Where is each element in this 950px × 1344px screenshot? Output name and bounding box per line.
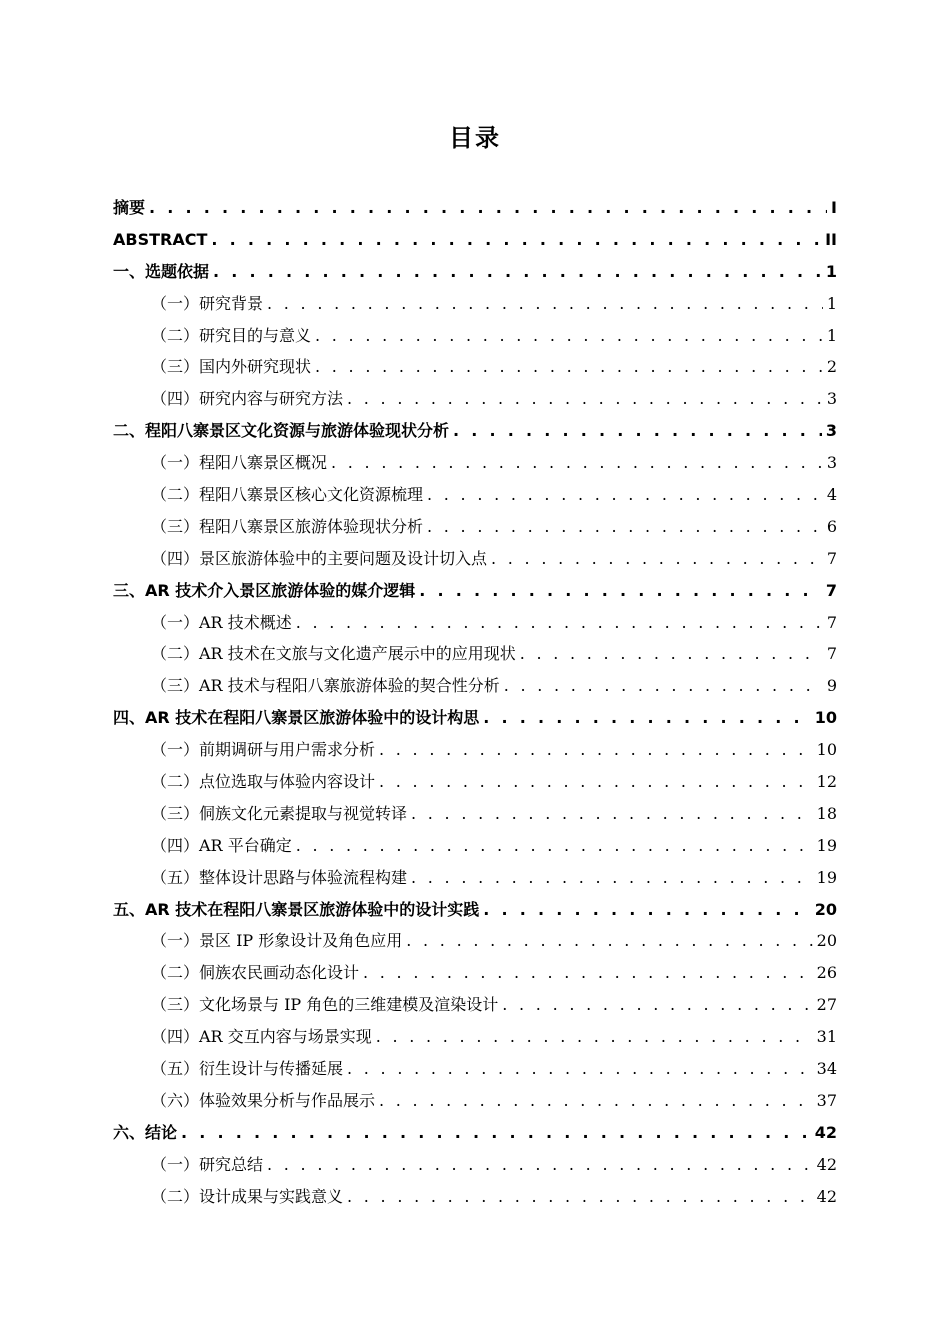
toc-entry-label: 三、AR 技术介入景区旅游体验的媒介逻辑 xyxy=(113,580,416,600)
toc-chapter-entry[interactable] xyxy=(113,192,837,224)
toc-entry-label: （三）文化场景与 IP 角色的三维建模及渲染设计 xyxy=(151,995,499,1015)
toc-entry-label: 二、程阳八寨景区文化资源与旅游体验现状分析 xyxy=(113,421,450,441)
toc-section-entry[interactable] xyxy=(113,1181,837,1213)
toc-dot-leader xyxy=(483,702,810,734)
toc-dot-leader xyxy=(363,957,813,989)
toc-entry-page-number: 1 xyxy=(826,325,837,345)
toc-entry-page-number: 2 xyxy=(826,357,837,377)
toc-entry-label: （四）景区旅游体验中的主要问题及设计切入点 xyxy=(151,548,488,568)
table-of-contents xyxy=(113,192,837,1213)
toc-section-entry[interactable] xyxy=(113,830,837,862)
toc-dot-leader xyxy=(427,479,823,511)
toc-entry-page-number: 3 xyxy=(825,421,837,441)
toc-entry-label: （二）研究目的与意义 xyxy=(151,325,312,345)
toc-entry-page-number: 20 xyxy=(816,931,837,951)
toc-entry-page-number: 20 xyxy=(814,899,837,919)
toc-chapter-entry[interactable] xyxy=(113,894,837,926)
toc-section-entry[interactable] xyxy=(113,447,837,479)
toc-dot-leader xyxy=(502,989,812,1021)
toc-entry-label: 四、AR 技术在程阳八寨景区旅游体验中的设计构思 xyxy=(113,708,480,728)
toc-dot-leader xyxy=(315,351,823,383)
toc-section-entry[interactable] xyxy=(113,1149,837,1181)
toc-chapter-entry[interactable] xyxy=(113,702,837,734)
toc-entry-page-number: 12 xyxy=(816,772,837,792)
toc-entry-page-number: 1 xyxy=(826,293,837,313)
toc-dot-leader xyxy=(419,575,822,607)
toc-chapter-entry[interactable] xyxy=(113,256,837,288)
toc-section-entry[interactable] xyxy=(113,925,837,957)
toc-entry-label: （一）研究背景 xyxy=(151,293,264,313)
toc-section-entry[interactable] xyxy=(113,766,837,798)
toc-entry-page-number: 37 xyxy=(816,1090,837,1110)
toc-entry-page-number: 42 xyxy=(814,1122,837,1142)
toc-entry-label: 六、结论 xyxy=(113,1122,178,1142)
toc-dot-leader xyxy=(267,1149,813,1181)
toc-entry-label: （四）研究内容与研究方法 xyxy=(151,389,344,409)
toc-dot-leader xyxy=(267,288,823,320)
toc-dot-leader xyxy=(520,638,823,670)
toc-entry-page-number: 7 xyxy=(825,580,837,600)
toc-section-entry[interactable] xyxy=(113,351,837,383)
toc-section-entry[interactable] xyxy=(113,734,837,766)
toc-entry-page-number: 19 xyxy=(816,867,837,887)
toc-dot-leader xyxy=(347,1181,813,1213)
toc-section-entry[interactable] xyxy=(113,638,837,670)
toc-dot-leader xyxy=(181,1117,811,1149)
toc-section-entry[interactable] xyxy=(113,957,837,989)
toc-section-entry[interactable] xyxy=(113,670,837,702)
toc-dot-leader xyxy=(347,1053,813,1085)
toc-section-entry[interactable] xyxy=(113,479,837,511)
toc-dot-leader xyxy=(347,383,823,415)
toc-entry-page-number: 9 xyxy=(826,676,837,696)
toc-dot-leader xyxy=(406,925,812,957)
toc-entry-label: （一）程阳八寨景区概况 xyxy=(151,453,328,473)
toc-section-entry[interactable] xyxy=(113,1053,837,1085)
toc-section-entry[interactable] xyxy=(113,383,837,415)
toc-entry-label: （三）程阳八寨景区旅游体验现状分析 xyxy=(151,516,424,536)
toc-entry-label: （三）AR 技术与程阳八寨旅游体验的契合性分析 xyxy=(151,676,500,696)
toc-dot-leader xyxy=(427,511,823,543)
toc-dot-leader xyxy=(296,830,813,862)
toc-entry-label: （六）体验效果分析与作品展示 xyxy=(151,1090,376,1110)
toc-section-entry[interactable] xyxy=(113,288,837,320)
toc-section-entry[interactable] xyxy=(113,543,837,575)
toc-entry-label: （五）整体设计思路与体验流程构建 xyxy=(151,867,408,887)
toc-entry-page-number: I xyxy=(831,198,837,217)
toc-chapter-entry[interactable] xyxy=(113,1117,837,1149)
toc-entry-page-number: 34 xyxy=(816,1059,837,1079)
toc-entry-page-number: 3 xyxy=(826,453,837,473)
toc-entry-label: （三）侗族文化元素提取与视觉转译 xyxy=(151,803,408,823)
toc-entry-label: （三）国内外研究现状 xyxy=(151,357,312,377)
toc-entry-page-number: 31 xyxy=(816,1027,837,1047)
toc-dot-leader xyxy=(211,224,821,256)
toc-dot-leader xyxy=(315,320,823,352)
toc-entry-label: （五）衍生设计与传播延展 xyxy=(151,1059,344,1079)
toc-section-entry[interactable] xyxy=(113,1021,837,1053)
toc-entry-page-number: 4 xyxy=(826,485,837,505)
toc-entry-label: （二）侗族农民画动态化设计 xyxy=(151,963,360,983)
toc-chapter-entry[interactable] xyxy=(113,575,837,607)
toc-entry-page-number: 26 xyxy=(816,963,837,983)
toc-section-entry[interactable] xyxy=(113,989,837,1021)
toc-entry-page-number: 7 xyxy=(826,644,837,664)
toc-entry-page-number: 27 xyxy=(816,995,837,1015)
toc-entry-label: （二）设计成果与实践意义 xyxy=(151,1186,344,1206)
toc-entry-label: （一）景区 IP 形象设计及角色应用 xyxy=(151,931,403,951)
toc-entry-label: ABSTRACT xyxy=(113,229,208,249)
toc-chapter-entry[interactable] xyxy=(113,415,837,447)
toc-dot-leader xyxy=(376,1021,813,1053)
toc-dot-leader xyxy=(453,415,822,447)
toc-entry-page-number: 7 xyxy=(826,548,837,568)
toc-dot-leader xyxy=(379,766,813,798)
toc-entry-label: 摘要 xyxy=(113,198,146,217)
toc-entry-page-number: 1 xyxy=(825,261,837,281)
toc-section-entry[interactable] xyxy=(113,320,837,352)
toc-entry-page-number: 19 xyxy=(816,835,837,855)
toc-dot-leader xyxy=(491,543,823,575)
toc-dot-leader xyxy=(379,1085,813,1117)
toc-entry-page-number: 10 xyxy=(814,708,837,728)
toc-entry-page-number: 10 xyxy=(816,740,837,760)
toc-section-entry[interactable] xyxy=(113,862,837,894)
toc-entry-page-number: II xyxy=(825,229,837,249)
toc-section-entry[interactable] xyxy=(113,1085,837,1117)
toc-dot-leader xyxy=(149,192,827,224)
toc-entry-label: 五、AR 技术在程阳八寨景区旅游体验中的设计实践 xyxy=(113,899,480,919)
toc-entry-page-number: 6 xyxy=(826,516,837,536)
toc-entry-label: （一）前期调研与用户需求分析 xyxy=(151,740,376,760)
toc-entry-page-number: 42 xyxy=(816,1186,837,1206)
toc-dot-leader xyxy=(213,256,822,288)
toc-entry-page-number: 18 xyxy=(816,803,837,823)
toc-entry-page-number: 3 xyxy=(826,389,837,409)
toc-dot-leader xyxy=(483,894,810,926)
toc-entry-page-number: 42 xyxy=(816,1154,837,1174)
toc-entry-page-number: 7 xyxy=(826,612,837,632)
toc-entry-label: （二）点位选取与体验内容设计 xyxy=(151,772,376,792)
toc-dot-leader xyxy=(331,447,823,479)
toc-entry-label: （二）AR 技术在文旅与文化遗产展示中的应用现状 xyxy=(151,644,516,664)
toc-dot-leader xyxy=(411,798,813,830)
toc-section-entry[interactable] xyxy=(113,607,837,639)
toc-dot-leader xyxy=(296,607,823,639)
toc-entry-label: （四）AR 平台确定 xyxy=(151,835,292,855)
page-title: 目录 xyxy=(449,124,501,152)
toc-entry-label: （二）程阳八寨景区核心文化资源梳理 xyxy=(151,485,424,505)
toc-section-entry[interactable] xyxy=(113,798,837,830)
toc-entry-label: 一、选题依据 xyxy=(113,261,210,281)
toc-dot-leader xyxy=(504,670,823,702)
toc-entry-label: （四）AR 交互内容与场景实现 xyxy=(151,1027,372,1047)
toc-entry-label: （一）AR 技术概述 xyxy=(151,612,292,632)
toc-chapter-entry[interactable] xyxy=(113,224,837,256)
toc-entry-label: （一）研究总结 xyxy=(151,1154,264,1174)
toc-dot-leader xyxy=(379,734,813,766)
toc-section-entry[interactable] xyxy=(113,511,837,543)
toc-dot-leader xyxy=(411,862,813,894)
